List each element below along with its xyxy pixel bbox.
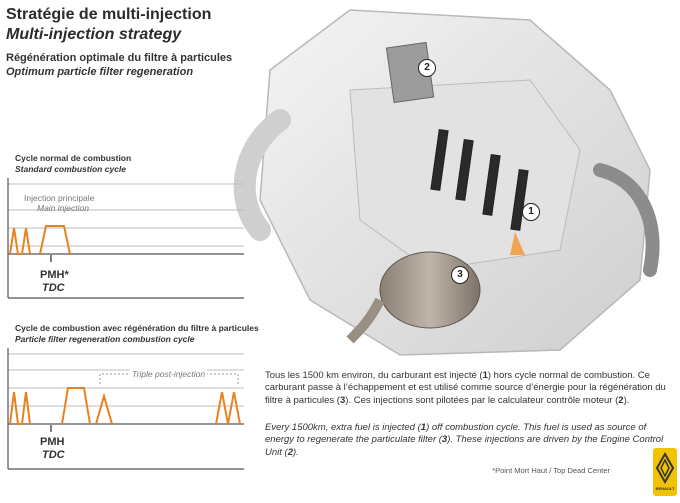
subtitle-en: Optimum particle filter regeneration bbox=[6, 66, 194, 78]
chart1-pilot-injection bbox=[10, 228, 30, 254]
chart2-label-fr: Cycle de combustion avec régénération du filtre à particules bbox=[15, 323, 259, 333]
chart1-tdc: TDC bbox=[42, 282, 65, 294]
description-fr-ref-filter: 3 bbox=[339, 394, 346, 406]
particulate-filter bbox=[380, 252, 480, 328]
description-en-part-4: ). bbox=[293, 446, 299, 458]
description-en-part-1: Every 1500km, extra fuel is injected ( bbox=[265, 422, 421, 433]
subtitle-fr: Régénération optimale du filtre à particules bbox=[6, 52, 233, 64]
description-en-part-3: ). These injections are driven by the Engine Control Unit ( bbox=[265, 434, 664, 458]
renault-logo-text: RENAULT bbox=[655, 486, 675, 491]
description-en bbox=[265, 422, 675, 459]
description-fr-ref-injector: 1 bbox=[482, 370, 488, 381]
chart2-label-en: Particle filter regeneration combustion cycle bbox=[15, 334, 195, 344]
chart2-post-injection-2 bbox=[216, 392, 228, 424]
chart1-main-injection bbox=[40, 226, 70, 254]
chart1-injection-en: Main injection bbox=[37, 203, 89, 213]
footnote: *Point Mort Haut / Top Dead Center bbox=[492, 466, 610, 475]
chart2-tdc: TDC bbox=[42, 449, 65, 461]
description-fr-part-1: Tous les 1500 km environ, du carburant est injecté ( bbox=[265, 370, 483, 381]
callout-ecu: 2 bbox=[418, 59, 436, 77]
callout-filter: 3 bbox=[451, 266, 469, 284]
description-en-part-2: ) off combustion cycle. This fuel is used as source of energy to regenerate the particulate filter ( bbox=[265, 422, 647, 446]
description-en-ref-filter: 3 bbox=[441, 434, 448, 446]
chart2-post-injection-label: Triple post-injection bbox=[132, 369, 206, 379]
chart2-pmh: PMH bbox=[40, 436, 65, 448]
title-en: Multi-injection strategy bbox=[6, 26, 182, 43]
description-fr-ref-ecu: 2 bbox=[618, 394, 624, 406]
description-fr-part-3: ). Ces injections sont pilotées par le calculateur contrôle moteur ( bbox=[345, 394, 619, 406]
chart2-pilot-injection bbox=[10, 392, 30, 424]
chart1-pmh: PMH* bbox=[40, 269, 69, 281]
chart2-plot bbox=[0, 344, 248, 470]
description-fr bbox=[265, 370, 675, 407]
chart1-label-fr: Cycle normal de combustion bbox=[15, 153, 132, 163]
title-fr: Stratégie de multi-injection bbox=[6, 6, 212, 23]
renault-diamond-icon bbox=[653, 450, 677, 486]
chart1-label-en: Standard combustion cycle bbox=[15, 164, 126, 174]
chart2-post-injection-3 bbox=[228, 392, 240, 424]
description-en-ref-ecu: 2 bbox=[287, 446, 293, 458]
chart2-post-injection-1 bbox=[96, 396, 112, 424]
callout-injector: 1 bbox=[522, 203, 540, 221]
description-fr-part-4: ). bbox=[623, 394, 630, 406]
renault-logo bbox=[653, 448, 677, 496]
description-en-ref-injector: 1 bbox=[420, 422, 427, 433]
chart1-injection-fr: Injection principale bbox=[24, 193, 95, 203]
engine-illustration bbox=[230, 0, 680, 365]
description-fr-part-2: ) hors cycle normal de combustion. Ce carburant passe à l’échappement et est utilisé comme source d’énergie pour la régénération du filtre à particules ( bbox=[265, 370, 666, 406]
